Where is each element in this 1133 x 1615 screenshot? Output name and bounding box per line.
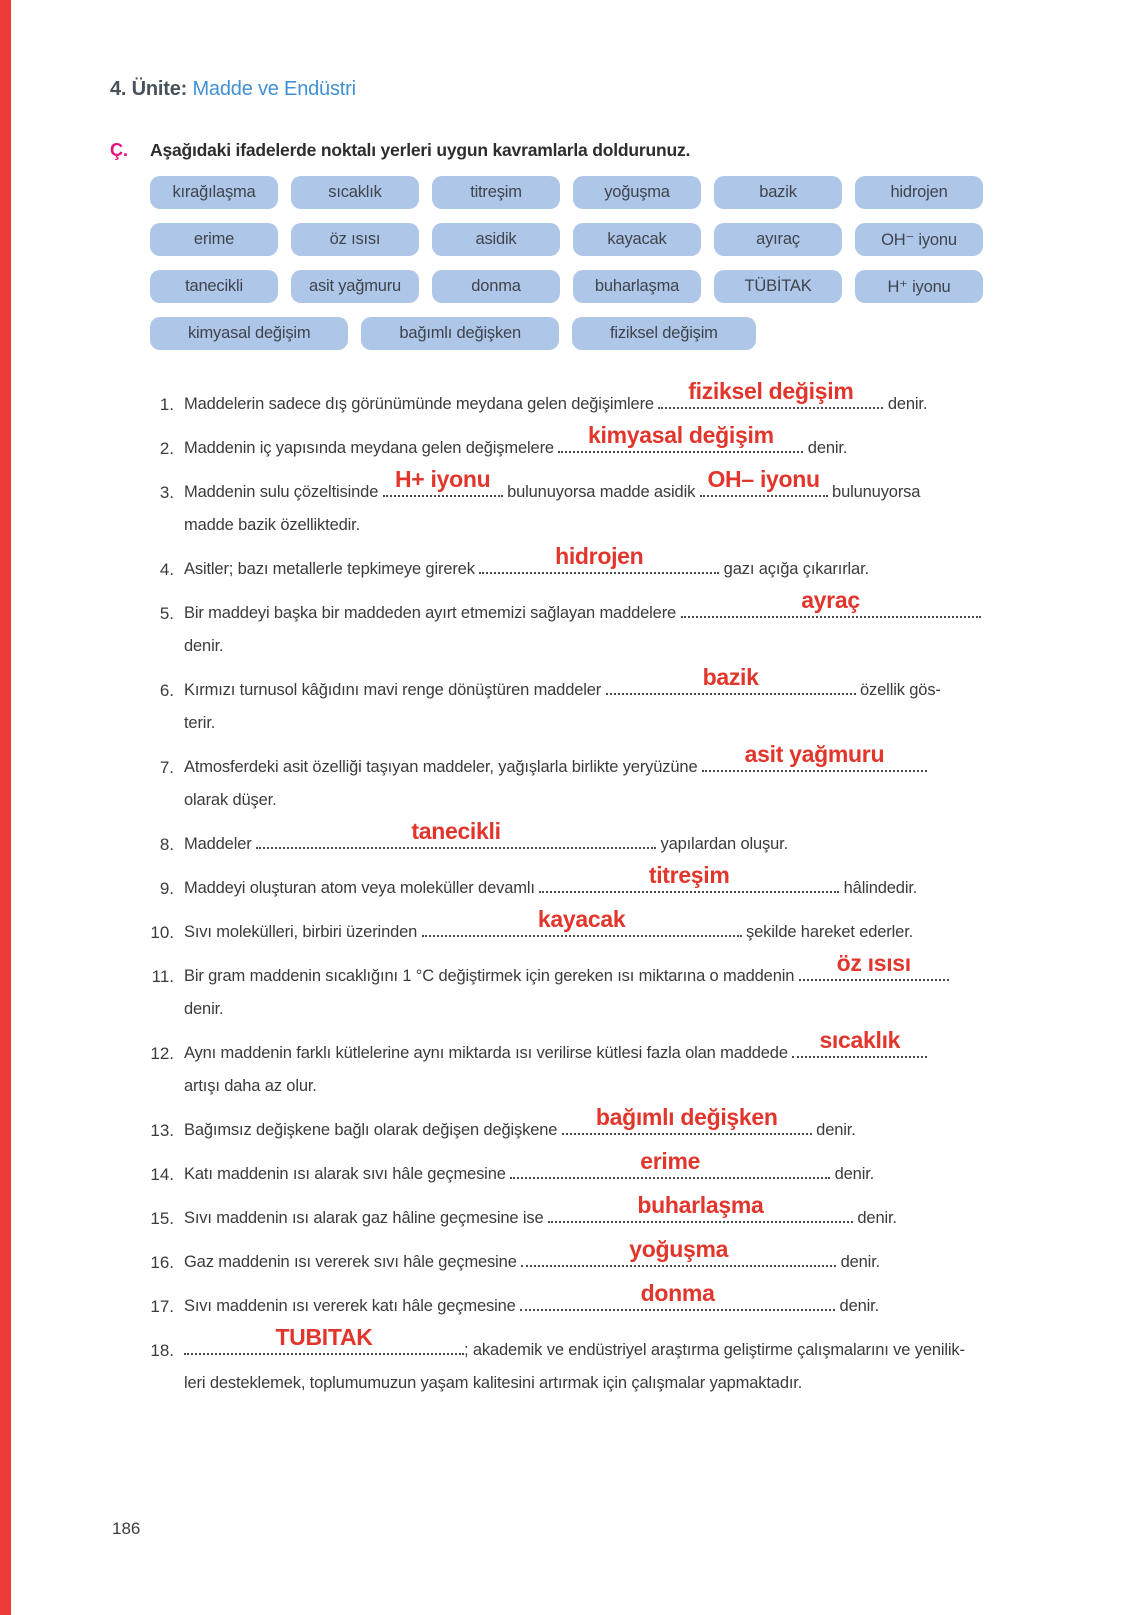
question-text: Kırmızı turnusol kâğıdını mavi renge dönüştüren maddeler bazik özellik gös- terir. <box>184 664 941 732</box>
question-item <box>140 466 1075 542</box>
answer-blank <box>521 1236 836 1267</box>
section-letter: Ç. <box>110 140 128 160</box>
answer-blank <box>383 466 503 497</box>
word-bank-chip: bazik <box>714 176 842 209</box>
question-text: Bağımsız değişkene bağlı olarak değişen değişkene bağımlı değişken denir. <box>184 1104 856 1139</box>
question-item <box>140 378 1075 421</box>
word-bank-chip: bağımlı değişken <box>361 317 559 350</box>
question-item <box>140 664 1075 740</box>
question-text: Asitler; bazı metallerle tepkimeye girerek hidrojen gazı açığa çıkarırlar. <box>184 543 869 578</box>
word-bank-chip: donma <box>432 270 560 303</box>
question-text: Sıvı maddenin ısı alarak gaz hâline geçmesine ise buharlaşma denir. <box>184 1192 897 1227</box>
word-bank-chip: kimyasal değişim <box>150 317 348 350</box>
question-text: Sıvı maddenin ısı vererek katı hâle geçmesine donma denir. <box>184 1280 880 1315</box>
question-text: Gaz maddenin ısı vererek sıvı hâle geçmesine yoğuşma denir. <box>184 1236 881 1271</box>
unit-title: Madde ve Endüstri <box>192 78 356 100</box>
question-number: 17. <box>150 1297 174 1316</box>
word-bank-chip: H⁺ iyonu <box>855 270 983 303</box>
question-number: 1. <box>159 395 174 414</box>
question-text: Maddelerin sadece dış görünümünde meydana gelen değişimlere fiziksel değişim denir. <box>184 378 928 413</box>
question-item <box>140 1280 1075 1323</box>
exercise-instruction: Aşağıdaki ifadelerde noktalı yerleri uygun kavramlarla doldurunuz. <box>150 140 691 160</box>
answer-blank <box>658 378 883 409</box>
answer-blank <box>520 1280 835 1311</box>
handwritten-answer: buharlaşma <box>637 1192 764 1218</box>
unit-label: 4. Ünite: <box>110 78 188 100</box>
page-number: 186 <box>112 1519 141 1538</box>
word-bank-chip: TÜBİTAK <box>714 270 842 303</box>
question-list <box>140 378 1075 1411</box>
question-text: Maddeler tanecikli yapılardan oluşur. <box>184 818 789 853</box>
question-text: TUBITAK ; akademik ve endüstriyel araştırma geliştirme çalışmalarını ve yenilik- leri desteklemek, toplumumuzun yaşam kalitesini artırmak için çalışmalar yapmaktadır. <box>184 1324 965 1392</box>
word-bank-chip: erime <box>150 223 278 256</box>
answer-blank <box>562 1104 812 1135</box>
word-bank-row <box>150 223 1010 256</box>
question-text: Sıvı molekülleri, birbiri üzerinden kayacak şekilde hareket ederler. <box>184 906 914 941</box>
unit-color-band <box>0 0 11 1615</box>
handwritten-answer: asit yağmuru <box>744 741 885 767</box>
answer-blank <box>681 587 981 618</box>
question-text: Maddeyi oluşturan atom veya moleküller devamlı titreşim hâlindedir. <box>184 862 918 897</box>
handwritten-answer: hidrojen <box>555 543 644 569</box>
question-item <box>140 1148 1075 1191</box>
answer-blank <box>548 1192 853 1223</box>
question-item <box>140 1104 1075 1147</box>
handwritten-answer: tanecikli <box>411 818 501 844</box>
question-number: 7. <box>159 758 174 777</box>
word-bank-chip: asit yağmuru <box>291 270 419 303</box>
handwritten-answer: donma <box>640 1280 715 1306</box>
word-bank-row <box>150 317 1010 350</box>
handwritten-answer: sıcaklık <box>819 1027 901 1053</box>
answer-blank <box>184 1324 464 1355</box>
question-number: 5. <box>159 604 174 623</box>
handwritten-answer: ayraç <box>801 587 860 613</box>
word-bank-row <box>150 270 1010 303</box>
word-bank-chip: hidrojen <box>855 176 983 209</box>
handwritten-answer: öz ısısı <box>836 950 911 976</box>
question-text: Maddenin iç yapısında meydana gelen değişmelere kimyasal değişim denir. <box>184 422 848 457</box>
answer-blank <box>606 664 856 695</box>
word-bank-chip: tanecikli <box>150 270 278 303</box>
question-number: 4. <box>159 560 174 579</box>
question-item <box>140 741 1075 817</box>
word-bank-row <box>150 176 1010 209</box>
question-item <box>140 1236 1075 1279</box>
word-bank-chip: titreşim <box>432 176 560 209</box>
question-number: 6. <box>159 681 174 700</box>
question-number: 2. <box>159 439 174 458</box>
word-bank-chip: buharlaşma <box>573 270 701 303</box>
question-item <box>140 818 1075 861</box>
question-number: 16. <box>150 1253 174 1272</box>
question-number: 9. <box>159 879 174 898</box>
question-item <box>140 1192 1075 1235</box>
answer-blank <box>510 1148 830 1179</box>
question-number: 14. <box>150 1165 174 1184</box>
handwritten-answer: bağımlı değişken <box>595 1104 778 1130</box>
word-bank-chip: yoğuşma <box>573 176 701 209</box>
question-text: Bir maddeyi başka bir maddeden ayırt etmemizi sağlayan maddelere ayraç denir. <box>184 597 1075 663</box>
answer-blank <box>558 422 803 453</box>
handwritten-answer: fiziksel değişim <box>688 378 854 404</box>
question-number: 13. <box>150 1121 174 1140</box>
question-number: 12. <box>150 1044 174 1063</box>
question-text: Atmosferdeki asit özelliği taşıyan maddeler, yağışlarla birlikte yeryüzüne asit yağmuru olarak düşer. <box>184 751 1075 817</box>
page-header <box>110 78 356 101</box>
question-text: Katı maddenin ısı alarak sıvı hâle geçmesine erime denir. <box>184 1148 875 1183</box>
question-item <box>140 906 1075 949</box>
answer-blank <box>792 1027 927 1058</box>
question-text: Bir gram maddenin sıcaklığını 1 °C değiştirmek için gereken ısı miktarına o maddenin öz ısısı denir. <box>184 960 1075 1026</box>
handwritten-answer: bazik <box>702 664 759 690</box>
word-bank-chip: asidik <box>432 223 560 256</box>
question-number: 8. <box>159 835 174 854</box>
answer-blank <box>702 741 927 772</box>
question-number: 15. <box>150 1209 174 1228</box>
word-bank-chip: sıcaklık <box>291 176 419 209</box>
word-bank-chip: ayıraç <box>714 223 842 256</box>
question-text: Aynı maddenin farklı kütlelerine aynı miktarda ısı verilirse kütlesi fazla olan maddede sıcaklık artışı daha az olur. <box>184 1037 1075 1103</box>
question-item <box>140 950 1075 1026</box>
question-item <box>140 1027 1075 1103</box>
answer-blank <box>422 906 742 937</box>
answer-blank <box>479 543 719 574</box>
question-item <box>140 422 1075 465</box>
question-item <box>140 862 1075 905</box>
word-bank-chip: fiziksel değişim <box>572 317 756 350</box>
handwritten-answer: erime <box>640 1148 701 1174</box>
question-item <box>140 543 1075 586</box>
question-number: 18. <box>150 1341 174 1360</box>
handwritten-answer: H+ iyonu <box>394 466 491 492</box>
word-bank-chip: kayacak <box>573 223 701 256</box>
handwritten-answer: titreşim <box>648 862 730 888</box>
answer-blank <box>700 466 828 497</box>
handwritten-answer: kimyasal değişim <box>588 422 774 448</box>
question-number: 11. <box>151 967 174 986</box>
question-number: 3. <box>159 483 174 502</box>
word-bank-chip: OH⁻ iyonu <box>855 223 983 256</box>
answer-blank <box>539 862 839 893</box>
handwritten-answer: OH– iyonu <box>707 466 820 492</box>
question-item <box>140 587 1075 663</box>
exercise-instruction-row <box>110 140 1070 161</box>
handwritten-answer: TUBITAK <box>275 1324 373 1350</box>
question-text: Maddenin sulu çözeltisinde H+ iyonu bulunuyorsa madde asidik OH– iyonu bulunuyorsa madde bazik özelliktedir. <box>184 466 921 534</box>
handwritten-answer: yoğuşma <box>629 1236 729 1262</box>
handwritten-answer: kayacak <box>537 906 626 932</box>
question-number: 10. <box>150 923 174 942</box>
answer-blank <box>799 950 949 981</box>
word-bank-chip: öz ısısı <box>291 223 419 256</box>
word-bank-chip: kırağılaşma <box>150 176 278 209</box>
question-item <box>140 1324 1075 1400</box>
word-bank <box>150 176 1010 350</box>
